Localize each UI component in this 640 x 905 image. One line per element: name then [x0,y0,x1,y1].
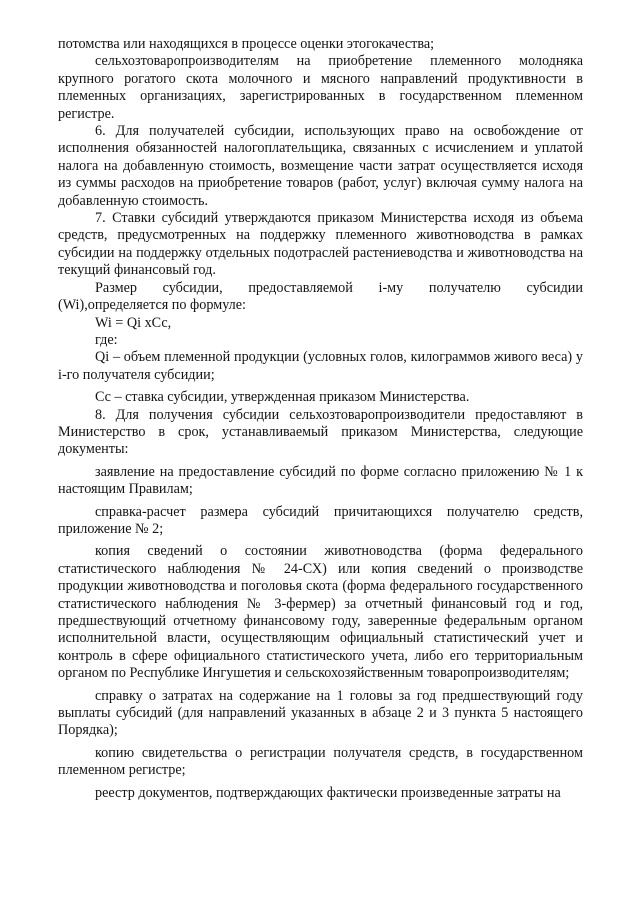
paragraph-breeding-cattle: сельхозтоваропроизводителям на приобретение племенного молодняка крупного рогатого скота молочного и мясного направлений продуктивности в племенных организациях, зарегистрированных в государственном племенном регистре. [58,53,583,122]
list-item-cost-statement: справку о затратах на содержание на 1 головы за год предшествующий году выплаты субсидий (для направлений указанных в абзаце 2 и 3 пункта 5 настоящего Порядка); [58,687,583,739]
list-item-application: заявление на предоставление субсидий по форме согласно приложению № 1 к настоящим Правилам; [58,463,583,498]
formula-where: где: [95,331,118,348]
paragraph-subsidy-size: Размер субсидии, предоставляемой i-му получателю субсидии (Wi),определяется по формуле: [58,279,583,314]
paragraph-clause-7: 7. Ставки субсидий утверждаются приказом Министерства исходя из объема средств, предусмотренных на поддержку племенного животноводства в рамках субсидии на поддержку отдельных подотраслей растениеводства и животноводства на текущий финансовый год. [58,210,583,279]
paragraph-continuation: потомства или находящихся в процессе оценки этогокачества; [58,36,435,52]
formula: Wi = Qi хСс, [95,314,172,331]
formula-qi-definition: Qi – объем племенной продукции (условных голов, килограммов живого веса) у i-го получателя субсидии; [58,349,583,383]
formula-cc-definition: Сс – ставка субсидии, утвержденная приказом Министерства. [95,389,470,406]
list-item-documents-register: реестр документов, подтверждающих фактически произведенные затраты на [95,784,561,801]
paragraph-clause-6: 6. Для получателей субсидии, использующих право на освобождение от исполнения обязанностей налогоплательщика, связанных с исчислением и уплатой налога на добавленную стоимость, возмещение части затрат осуществляется исходя из суммы расходов на приобретение товаров (работ, услуг) включая сумму налога на добавленную стоимость. [58,123,583,209]
list-item-statistics-copy: копия сведений о состоянии животноводства (форма федерального статистического наблюдения № 24-СХ) или копия сведений о производстве продукции животноводства и поголовья скота (форма федерального государственного статистического наблюдения № 3-фермер) за отчетный финансовый год и год, предшествующий отчетному финансовому году, заверенные федеральным органом исполнительной власти, осуществляющим официальный статистический учет и контроль в сфере официального статистического учета, либо его территориальным органом по Республике Ингушетия и сельскохозяйственным товаропроизводителям; [58,543,583,682]
paragraph-clause-8: 8. Для получения субсидии сельхозтоваропроизводители предоставляют в Министерство в срок, устанавливаемый приказом Министерства, следующие документы: [58,406,583,458]
list-item-registration-copy: копию свидетельства о регистрации получателя средств, в государственном племенном регистре; [58,744,583,779]
list-item-calculation: справка-расчет размера субсидий причитающихся получателю средств, приложение № 2; [58,503,583,537]
